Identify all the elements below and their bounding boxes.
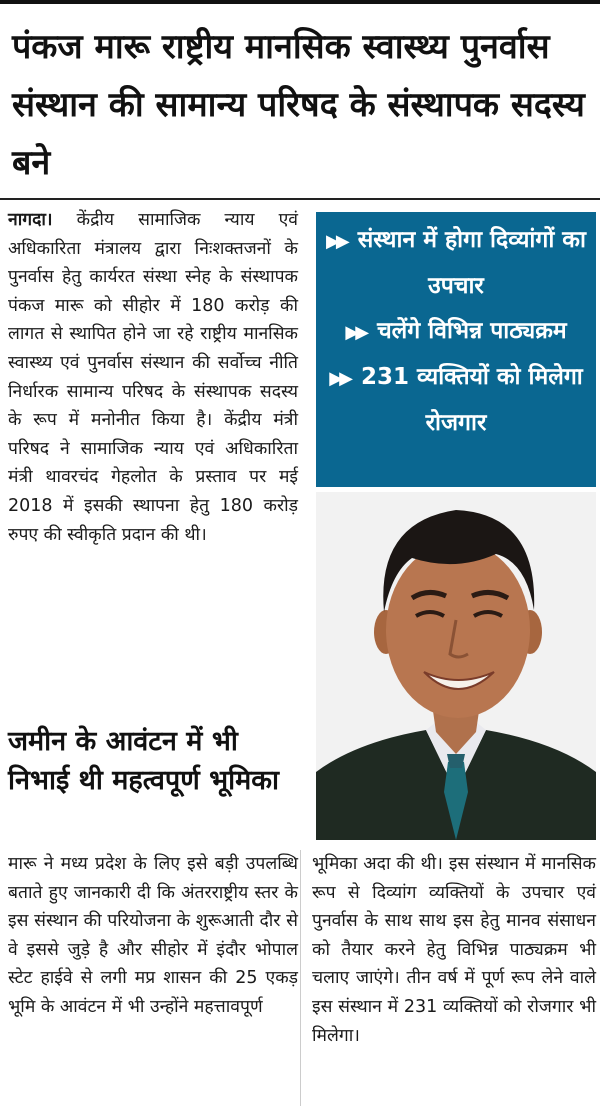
headline-rule bbox=[0, 198, 600, 200]
body-column-left: मारू ने मध्य प्रदेश के लिए इसे बड़ी उपलब्धि बताते हुए जानकारी दी कि अंतरराष्ट्रीय स्तर के इस संस्थान की परियोजना के शुरूआती दौर से वे इससे जुड़े है और सीहोर में इंदौर भोपाल स्टेट हाईवे से लगी मप्र शासन की 25 एकड़ भूमि के आवंटन में भी उन्होंने महत्तावपूर्ण bbox=[8, 854, 298, 1017]
subheading: जमीन के आवंटन में भी निभाई थी महत्वपूर्ण भूमिका bbox=[8, 726, 280, 796]
double-arrow-icon: ▶▶ bbox=[329, 368, 349, 389]
top-rule bbox=[0, 0, 600, 4]
portrait-photo bbox=[316, 492, 596, 840]
highlight-item: ▶▶ 231 व्यक्तियों को मिलेगा रोजगार bbox=[329, 364, 583, 436]
highlight-item: ▶▶ संस्थान में होगा दिव्यांगों का उपचार bbox=[326, 227, 586, 299]
highlights-box bbox=[316, 212, 596, 487]
double-arrow-icon: ▶▶ bbox=[326, 231, 346, 252]
lead-text: केंद्रीय सामाजिक न्याय एवं अधिकारिता मंत्रालय द्वारा निःशक्तजनों के पुनर्वास हेतु कार्यरत संस्था स्नेह के संस्थापक पंकज मारू को सीहोर में 180 करोड़ की लागत से स्थापित होने जा रहे राष्ट्रीय मानसिक स्वास्थ्य एवं पुनर्वास संस्थान की सर्वोच्च नीति निर्धारक सामान्य परिषद के संस्थापक सदस्य के रूप में मनोनीत किया है। केंद्रीय मंत्री परिषद ने सामाजिक न्याय एवं अधिकारिता मंत्री थावरचंद गेहलोत के प्रस्ताव पर मई 2018 में इसकी स्थापना हेतु 180 करोड़ रुपए की स्वीकृति प्रदान की थी। bbox=[8, 210, 298, 545]
body-column-right: भूमिका अदा की थी। इस संस्थान में मानसिक रूप से दिव्यांग व्यक्तियों के उपचार एवं पुनर्वास के साथ साथ इस हेतु मानव संसाधन को तैयार करने हेतु विभिन्न पाठ्यक्रम भी चलाए जाएंगे। तीन वर्ष में पूर्ण रूप लेने वाले इस संस्थान में 231 व्यक्तियों को रोजगार भी मिलेगा। bbox=[312, 854, 596, 1046]
dateline: नागदा। bbox=[8, 210, 53, 230]
column-divider bbox=[300, 850, 301, 1106]
highlight-item: ▶▶ चलेंगे विभिन्न पाठ्यक्रम bbox=[345, 318, 567, 344]
headline: पंकज मारू राष्ट्रीय मानसिक स्वास्थ्य पुनर्वास संस्थान की सामान्य परिषद के संस्थापक सदस्य बने bbox=[12, 27, 585, 183]
portrait-illustration bbox=[316, 492, 596, 840]
double-arrow-icon: ▶▶ bbox=[345, 322, 366, 343]
lead-paragraph bbox=[8, 206, 298, 549]
